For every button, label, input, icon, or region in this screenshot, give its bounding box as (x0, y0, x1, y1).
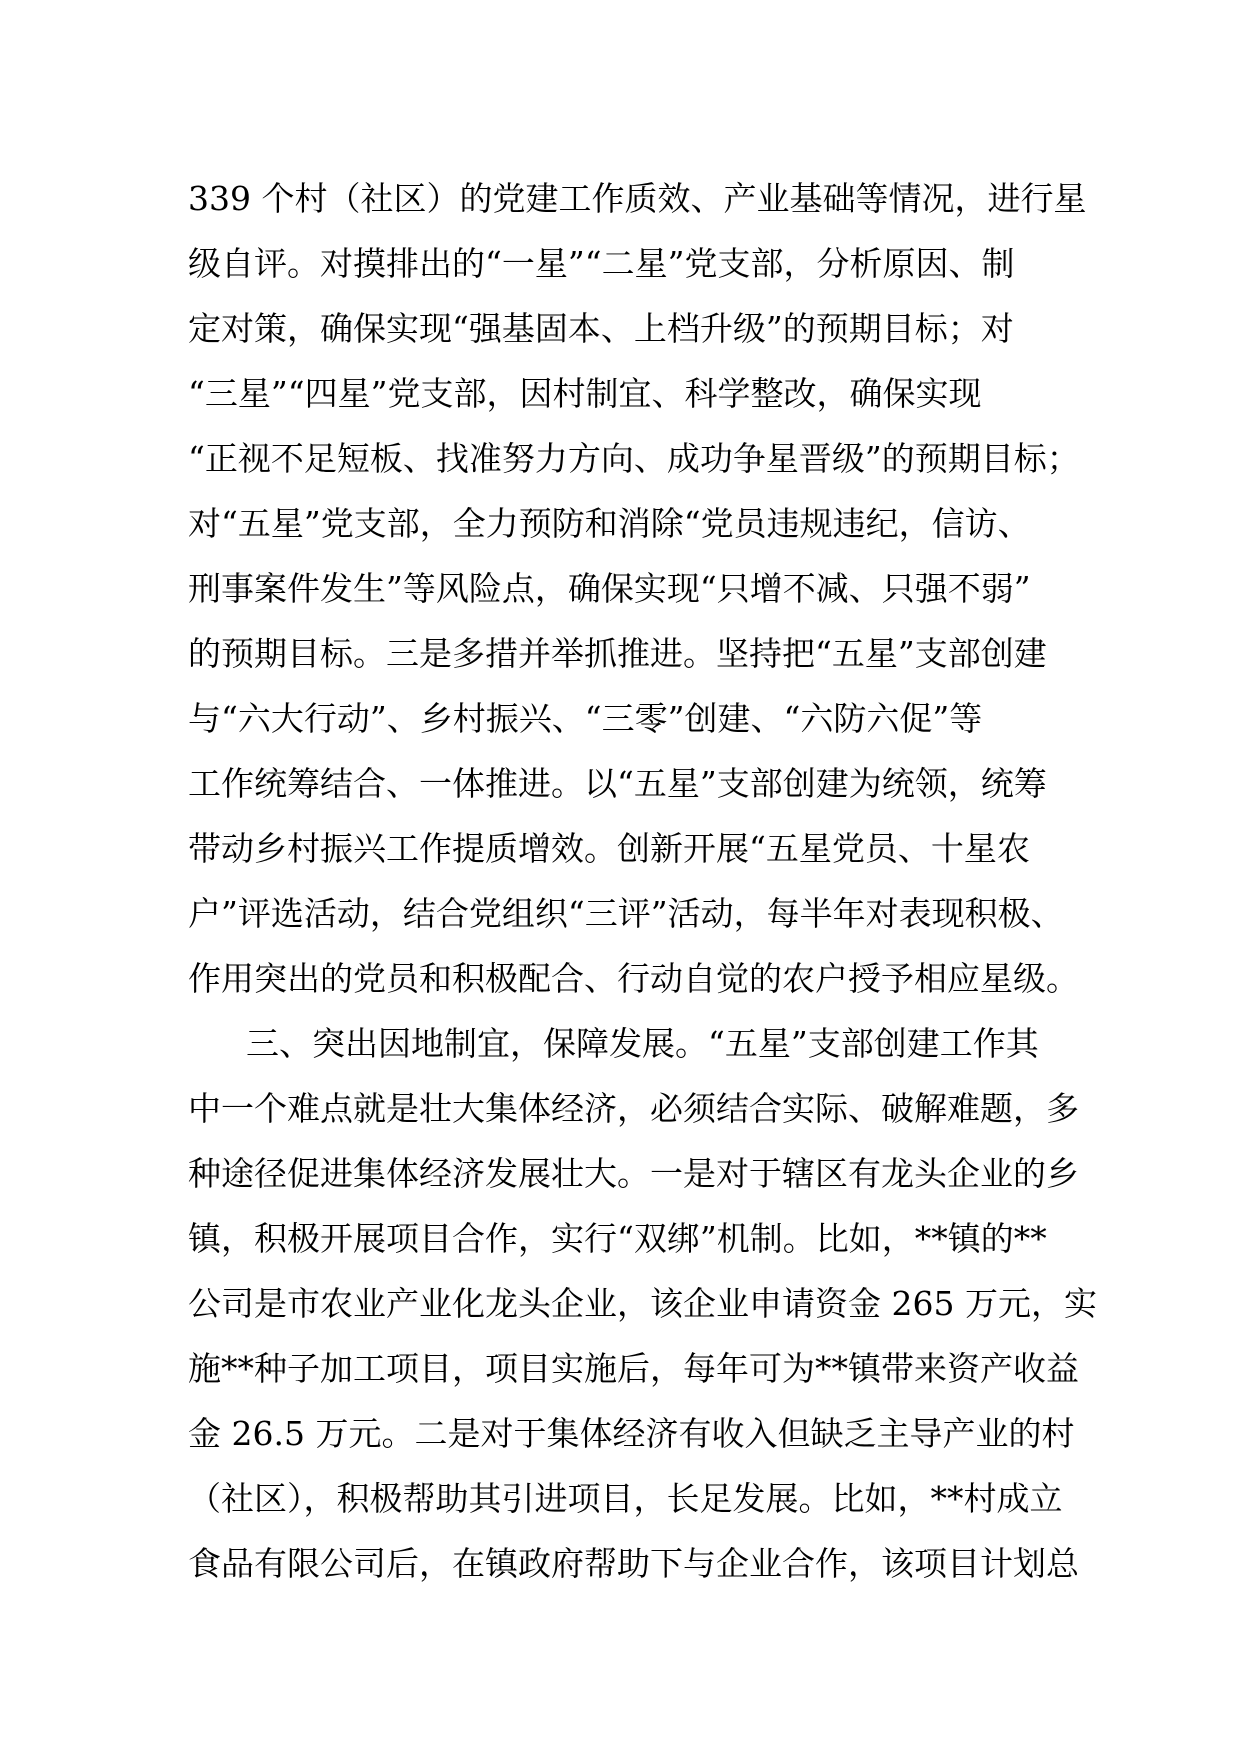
text-line: 与“六大行动”、乡村振兴、“三零”创建、“六防六促”等 (188, 699, 983, 738)
text-line: 的预期目标。三是多措并举抓推进。坚持把“五星”支部创建 (188, 634, 1047, 673)
text-line: 工作统筹结合、一体推进。以“五星”支部创建为统领，统筹 (188, 764, 1047, 803)
text-line: （社区），积极帮助其引进项目，长足发展。比如，**村成立 (188, 1479, 1063, 1518)
text-line: 镇，积极开展项目合作，实行“双绑”机制。比如，**镇的** (188, 1219, 1047, 1258)
text-line: “三星”“四星”党支部，因村制宜、科学整改，确保实现 (188, 374, 982, 413)
text-line: 带动乡村振兴工作提质增效。创新开展“五星党员、十星农 (188, 829, 1030, 868)
section-heading-line: 三、突出因地制宜，保障发展。“五星”支部创建工作其 (246, 1024, 1039, 1063)
text-line: 施**种子加工项目，项目实施后，每年可为**镇带来资产收益 (188, 1349, 1079, 1388)
text-line: 对“五星”党支部，全力预防和消除“党员违规违纪，信访、 (188, 504, 1031, 543)
text-line: 刑事案件发生”等风险点，确保实现“只增不减、只强不弱” (188, 569, 1031, 608)
text-line: 户”评选活动，结合党组织“三评”活动，每半年对表现积极、 (188, 894, 1064, 933)
text-line: 金 26.5 万元。二是对于集体经济有收入但缺乏主导产业的村 (188, 1414, 1075, 1453)
text-line: 定对策，确保实现“强基固本、上档升级”的预期目标；对 (188, 309, 1014, 348)
text-line: 公司是市农业产业化龙头企业，该企业申请资金 265 万元，实 (188, 1284, 1097, 1323)
text-line: 种途径促进集体经济发展壮大。一是对于辖区有龙头企业的乡 (188, 1154, 1079, 1193)
text-line: 食品有限公司后，在镇政府帮助下与企业合作，该项目计划总 (188, 1544, 1079, 1583)
text-line: “正视不足短板、找准努力方向、成功争星晋级”的预期目标； (188, 439, 1080, 478)
body-text (188, 166, 1097, 1596)
text-line: 339 个村（社区）的党建工作质效、产业基础等情况，进行星 (188, 179, 1087, 218)
text-line: 中一个难点就是壮大集体经济，必须结合实际、破解难题，多 (188, 1089, 1079, 1128)
text-line: 级自评。对摸排出的“一星”“二星”党支部，分析原因、制 (188, 244, 1015, 283)
text-line: 作用突出的党员和积极配合、行动自觉的农户授予相应星级。 (188, 959, 1079, 998)
